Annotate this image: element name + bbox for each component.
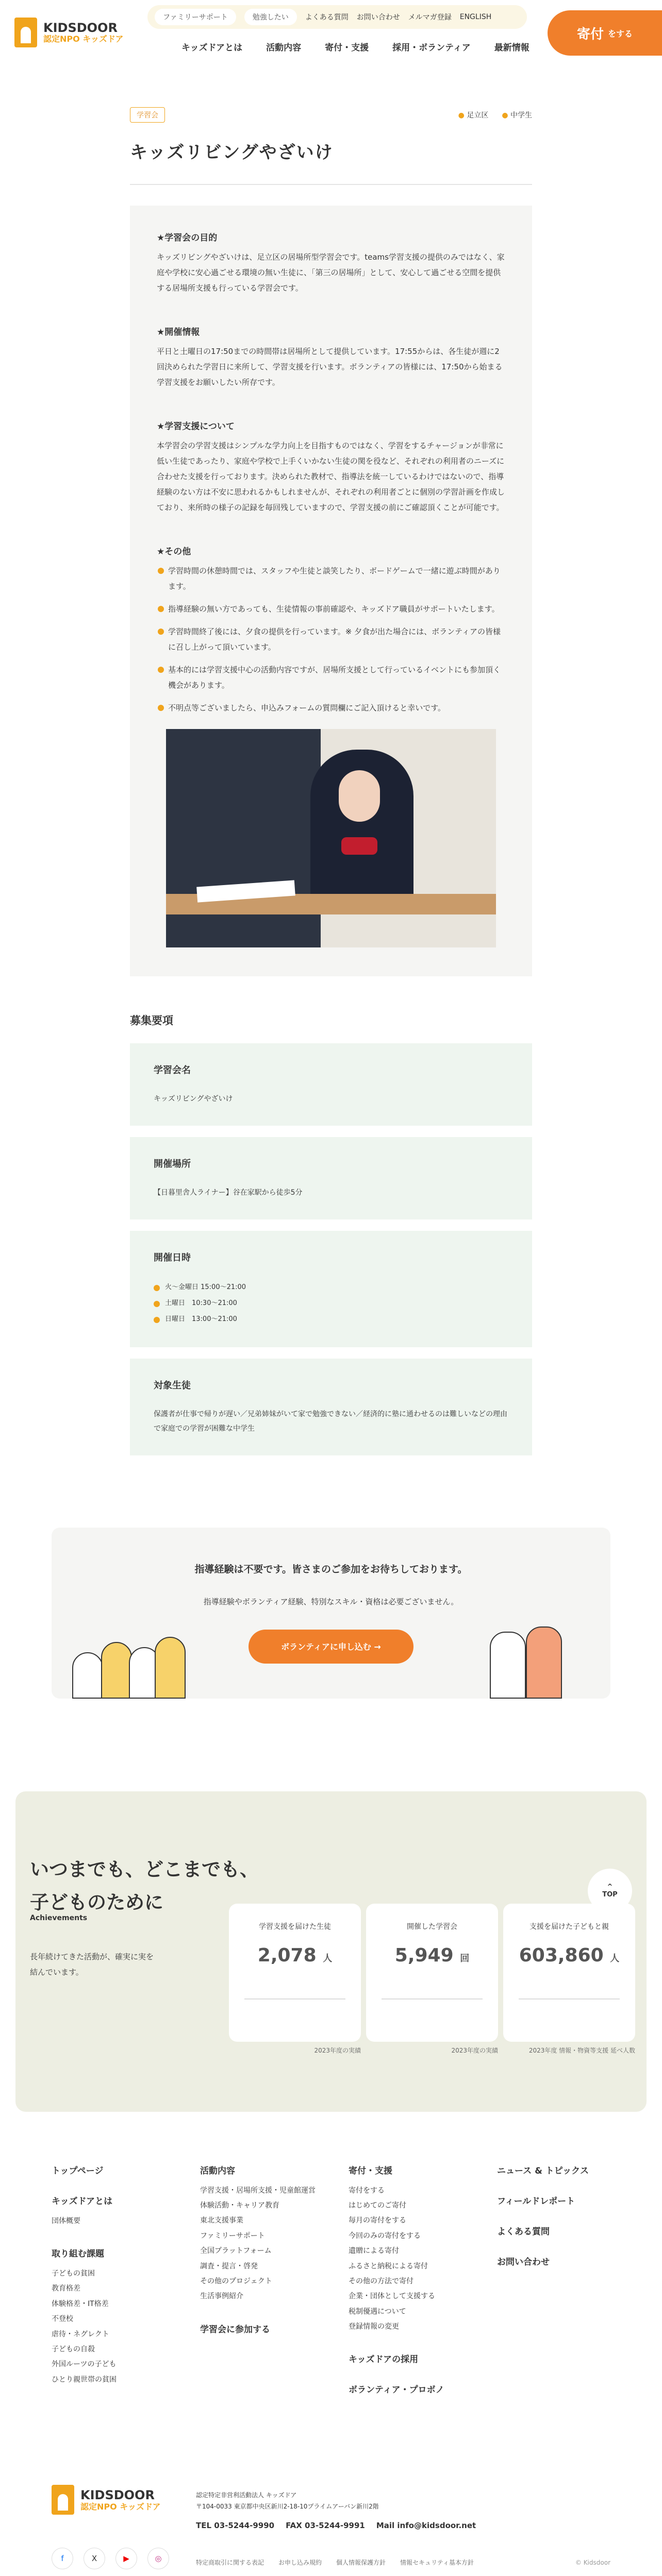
footer-link[interactable]: ふるさと納税による寄付 [349, 2262, 428, 2270]
social-links [52, 2548, 169, 2569]
child-illustration [155, 1637, 186, 1699]
recruitment-heading: 募集要項 [130, 1014, 173, 1027]
chevron-up-icon: ^ [607, 1883, 613, 1891]
achievements-title: いつまでも、どこまでも、 子どものために [30, 1858, 259, 1914]
legal-links [196, 2558, 474, 2567]
legal-link[interactable]: 情報セキュリティ基本方針 [400, 2559, 474, 2567]
util-contact[interactable]: お問い合わせ [356, 13, 400, 22]
area-tag[interactable]: ● 足立区 [458, 110, 489, 120]
footer-link[interactable]: ファミリーサポート [200, 2231, 265, 2240]
stat-students: 学習支援を届けた生徒 2,078 人 [229, 1904, 361, 2042]
recruit-time-box: 開催日時 火〜金曜日 15:00〜21:00 土曜日 10:30〜21:00 日曜日 13:00〜21:00 [130, 1231, 532, 1347]
footer-link[interactable]: ひとり親世帯の貧困 [52, 2375, 117, 2384]
footer-nav [52, 2163, 662, 2413]
door-logo-icon [52, 2485, 74, 2515]
nav-recruit[interactable]: 採用・ボランティア [392, 43, 471, 53]
utility-nav [147, 5, 527, 29]
donate-button[interactable]: 寄付 をする [548, 10, 662, 56]
site-header [0, 0, 662, 72]
achievements-en: Achievements [30, 1913, 88, 1922]
nav-news[interactable]: 最新情報 [494, 43, 529, 53]
area-tags [458, 110, 532, 120]
recruit-target-box: 対象生徒 保護者が仕事で帰りが遅い／兄弟姉妹がいて家で勉強できない／経済的に塾に通わせるのは難しいなどの理由で家庭での学習が困難な中学生 [130, 1359, 532, 1455]
day-item: 土曜日 10:30〜21:00 [154, 1295, 508, 1311]
nav-about[interactable]: キッズドアとは [181, 43, 243, 53]
purpose-section: ★学習会の目的 キッズリビングやざいけは、足立区の居場所型学習会です。teams学習支援の提供のみではなく、家庭や学校に安心過ごせる環境の無い生徒に、「第三の居場所」として、安心して過ごせる空間を提供する居場所支援も行っている学習会です。 [157, 233, 505, 293]
util-faq[interactable]: よくある質問 [305, 13, 349, 22]
door-logo-icon [14, 18, 37, 47]
footer-link[interactable]: 虐待・ネグレクト [52, 2330, 109, 2338]
volunteer-apply-button[interactable]: ボランティアに申し込む → [249, 1630, 413, 1664]
footer-link[interactable]: 企業・団体として支援する [349, 2292, 435, 2301]
other-section: ★その他 学習時間の休憩時間では、スタッフや生徒と談笑したり、ボードゲームで一緒に遊ぶ時間があります。 指導経験の無い方であっても、生徒情報の事前確認や、キッズドア職員がサポートいたします。 学習時間終了後には、夕食の提供を行っています。※ 夕食が出た場合には、ボランティアの皆様に召し上がって頂いています。 基本的には学習支援中心の活動内容ですが、居場所支援として行っているイベントにも参加頂く機会があります。 不明点等ございましたら、申込みフォームの質問欄にご記入頂けると幸いです。 [157, 544, 505, 716]
util-newsletter[interactable]: メルマガ登録 [408, 13, 452, 22]
recruit-place-box: 開催場所 【日暮里舎人ライナー】谷在家駅から徒歩5分 [130, 1137, 532, 1219]
footer-join-link[interactable]: 学習会に参加する [200, 2324, 270, 2335]
other-item: 基本的には学習支援中心の活動内容ですが、居場所支援として行っているイベントにも参加頂く機会があります。 [157, 662, 505, 693]
footer-link[interactable]: 東北支援事業 [200, 2216, 243, 2225]
footer-volunteer-link[interactable]: ボランティア・プロボノ [349, 2385, 444, 2396]
stat-families: 支援を届けた子どもと親 603,860 人 [503, 1904, 635, 2042]
day-item: 日曜日 13:00〜21:00 [154, 1311, 508, 1327]
logo-jp: 認定NPO キッズドア [43, 34, 124, 44]
footer-link[interactable]: 外国ルーツの子ども [52, 2360, 117, 2369]
footer-link[interactable]: 体験格差・IT格差 [52, 2299, 109, 2308]
cta-heading: 指導経験は不要です。皆さまのご参加をお待ちしております。 [194, 1563, 468, 1575]
footer-link[interactable]: 登録情報の変更 [349, 2323, 399, 2331]
x-icon[interactable]: X [84, 2548, 105, 2569]
family-illustration [519, 1998, 620, 2042]
cta-subtext: 指導経験やボランティア経験、特別なスキル・資格は必要ございません。 [203, 1597, 459, 1606]
footer-link[interactable]: 体験活動・キャリア教育 [200, 2201, 279, 2210]
description-card [130, 206, 532, 976]
volunteer-cta [52, 1528, 610, 1699]
category-tag[interactable]: 学習会 [130, 107, 165, 123]
footer-donate-link[interactable]: 寄付・支援 [349, 2165, 392, 2176]
article [130, 72, 532, 1455]
legal-link[interactable]: お申し込み規約 [278, 2559, 322, 2567]
footer-activities-link[interactable]: 活動内容 [200, 2165, 235, 2176]
other-item: 学習時間の休憩時間では、スタッフや生徒と談笑したり、ボードゲームで一緒に遊ぶ時間があります。 [157, 563, 505, 594]
child-illustration [101, 1642, 132, 1699]
recruitment-section [130, 1012, 532, 1455]
footer-link[interactable]: 遺贈による寄付 [349, 2247, 399, 2256]
global-nav [181, 40, 529, 53]
page-title: キッズリビングやざいけ [130, 142, 334, 163]
recruit-name-box: 学習会名 キッズリビングやざいけ [130, 1043, 532, 1126]
nav-donate[interactable]: 寄付・支援 [325, 43, 369, 53]
volunteer-illustration [490, 1632, 526, 1699]
footer-link[interactable]: はじめてのご寄付 [349, 2201, 406, 2210]
legal-link[interactable]: 個人情報保護方針 [336, 2559, 386, 2567]
footer-link[interactable]: 調査・提言・啓発 [200, 2262, 258, 2270]
other-item: 学習時間終了後には、夕食の提供を行っています。※ 夕食が出た場合には、ボランティアの皆様に召し上がって頂いています。 [157, 624, 505, 655]
footer-top-link[interactable]: トップページ [52, 2165, 104, 2176]
schedule-section: ★開催情報 平日と土曜日の17:50までの時間帯は居場所として提供しています。17:55からは、各生徒が週に2回決められた学習日に来所して、学習支援を行います。ボランティアの皆様には、17:50から始まる学習支援をお願いしたい所存です。 [157, 327, 503, 387]
site-logo[interactable] [14, 18, 124, 47]
footer-link[interactable]: 今回のみの寄付をする [349, 2231, 421, 2240]
footer-bottom [52, 2485, 662, 2576]
support-section: ★学習支援について 本学習会の学習支援はシンプルな学力向上を目指すものではなく、学習をするチャージョンが非常に低い生徒であったり、家庭や学校で上手くいかない生徒の関を役など、それぞれの利用者のニーズに合わせた支援を行っております。決められた教材で、指導法を統一しているわけではないので、指導経験のない方は不安に思われるかもしれませんが、それぞれの利用者ごとに個別の学習計画を作成しており、来所時の様子の記録を毎回残していますので、学習支援の前にご確認頂くことが可能です。 [157, 421, 505, 512]
footer-logo[interactable]: KIDSDOOR 認定NPO キッズドア [52, 2485, 161, 2515]
footer-link[interactable]: 学習支援・居場所支援・児童館運営 [200, 2186, 316, 2195]
facebook-icon[interactable]: f [52, 2548, 73, 2569]
children-illustration [72, 1652, 103, 1699]
back-to-top-button[interactable]: ^ TOP [588, 1869, 632, 1913]
footer-issues-link[interactable]: 取り組む課題 [52, 2248, 104, 2259]
students-illustration [244, 1998, 345, 2042]
util-family-support[interactable]: ファミリーサポート [155, 9, 236, 25]
logo-en: KIDSDOOR [43, 21, 118, 35]
legal-link[interactable]: 特定商取引に関する表記 [196, 2559, 264, 2567]
footer-link[interactable]: 不登校 [52, 2315, 73, 2324]
footer-link[interactable]: 生活事例紹介 [200, 2292, 243, 2301]
footer-link[interactable]: 子どもの自殺 [52, 2345, 95, 2353]
footer-link[interactable]: 税制優遇について [349, 2307, 406, 2316]
site-footer [0, 2163, 662, 2576]
footer-link[interactable]: その他の方法で寄付 [349, 2277, 413, 2285]
footer-report-link[interactable]: フィールドレポート [497, 2196, 575, 2207]
other-item: 指導経験の無い方であっても、生徒情報の事前確認や、キッズドア職員がサポートいたします。 [157, 601, 505, 617]
footer-recruit-link[interactable]: キッズドアの採用 [349, 2354, 419, 2365]
footer-contact-link[interactable]: お問い合わせ [497, 2257, 550, 2267]
org-name: 認定特定非営利活動法人 キッズドア [196, 2492, 297, 2499]
youtube-icon[interactable]: ▶ [115, 2548, 137, 2569]
contact-info [196, 2521, 476, 2530]
util-english[interactable]: ENGLISH [459, 13, 492, 21]
footer-link[interactable]: 寄付をする [349, 2186, 385, 2195]
volunteer-illustration [526, 1626, 562, 1699]
mail[interactable]: Mail info@kidsdoor.net [376, 2521, 476, 2531]
footer-news-link[interactable]: ニュース & トピックス [497, 2165, 589, 2176]
footer-link[interactable]: 毎月の寄付をする [349, 2216, 406, 2225]
footer-about-link[interactable]: キッズドアとは [52, 2196, 113, 2207]
achievements-section: いつまでも、どこまでも、 子どものために Achievements 長年続けてきた活動が、確実に実を結んでいます。 ^ TOP 学習支援を届けた生徒 2,078 人 2023年度の実績 開催した学習会 5,949 回 2023年度の実績 支援を届けた子どもと親 603,860 人 2023年度 情報・物資等支援 延べ人数 [15, 1791, 647, 2112]
classroom-illustration [382, 1998, 483, 2042]
footer-link[interactable]: 全国プラットフォーム [200, 2247, 272, 2256]
copyright: © Kidsdoor [575, 2559, 610, 2567]
grade-tag[interactable]: ● 中学生 [502, 110, 532, 120]
fax: FAX 03-5244-9991 [286, 2521, 365, 2531]
achievements-sub: 長年続けてきた活動が、確実に実を結んでいます。 [30, 1952, 154, 1977]
day-item: 火〜金曜日 15:00〜21:00 [154, 1279, 508, 1295]
footer-link[interactable]: その他のプロジェクト [200, 2277, 272, 2285]
divider [130, 184, 532, 185]
instagram-icon[interactable]: ◎ [147, 2548, 169, 2569]
footer-faq-link[interactable]: よくある質問 [497, 2226, 550, 2237]
student-photo [166, 729, 496, 947]
stat-sessions: 開催した学習会 5,949 回 [366, 1904, 498, 2042]
org-address: 〒104-0033 東京都中央区新川2-18-10プライムアーバン新川2階 [196, 2503, 379, 2511]
util-study[interactable]: 勉強したい [244, 9, 297, 25]
footer-link[interactable]: 子どもの貧困 [52, 2269, 95, 2278]
footer-link[interactable]: 教育格差 [52, 2284, 80, 2293]
footer-link[interactable]: 団体概要 [52, 2216, 80, 2225]
other-item: 不明点等ございましたら、申込みフォームの質問欄にご記入頂けると幸いです。 [157, 700, 505, 716]
tel[interactable]: TEL 03-5244-9990 [196, 2521, 275, 2531]
nav-activities[interactable]: 活動内容 [266, 43, 302, 53]
